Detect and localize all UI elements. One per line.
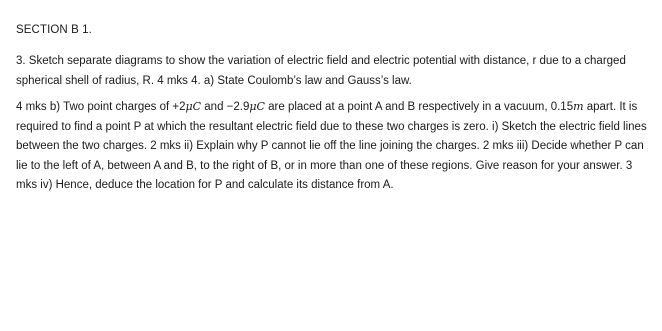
section-heading: SECTION B 1.	[16, 24, 92, 36]
question-paragraph-2	[16, 97, 652, 196]
paragraph-2-text-4: apart. It is required to find a point P at which the resultant electric field due to these two charges is zero. i) Sketch the electric field lines between the two charges. 2 mks ii) Explain why P cannot lie off the line joining the charges. 2 mks iii) Decide whether P can lie to the left of A, between A and B, to the right of B, or in more than one of these regions. Give reason for your answer. 3 mks iv) Hence, deduce the location for P and calculate its distance from A.	[16, 101, 647, 191]
unit-microcoulomb-1: μC	[185, 100, 202, 113]
unit-microcoulomb-2: μC	[249, 100, 265, 113]
question-paragraph-1: 3. Sketch separate diagrams to show the variation of electric field and electric potential with distance, r due to a charged spherical shell of radius, R. 4 mks 4. a) State Coulomb’s law and Gauss’s law.	[16, 55, 626, 87]
paragraph-2-text-3: are placed at a point A and B respectively in a vacuum, 0.15	[264, 101, 574, 113]
unit-metre: m	[573, 100, 584, 113]
paragraph-2-text-2: and −2.9	[201, 101, 250, 113]
paragraph-2-text-1: 4 mks b) Two point charges of +2	[16, 101, 186, 113]
